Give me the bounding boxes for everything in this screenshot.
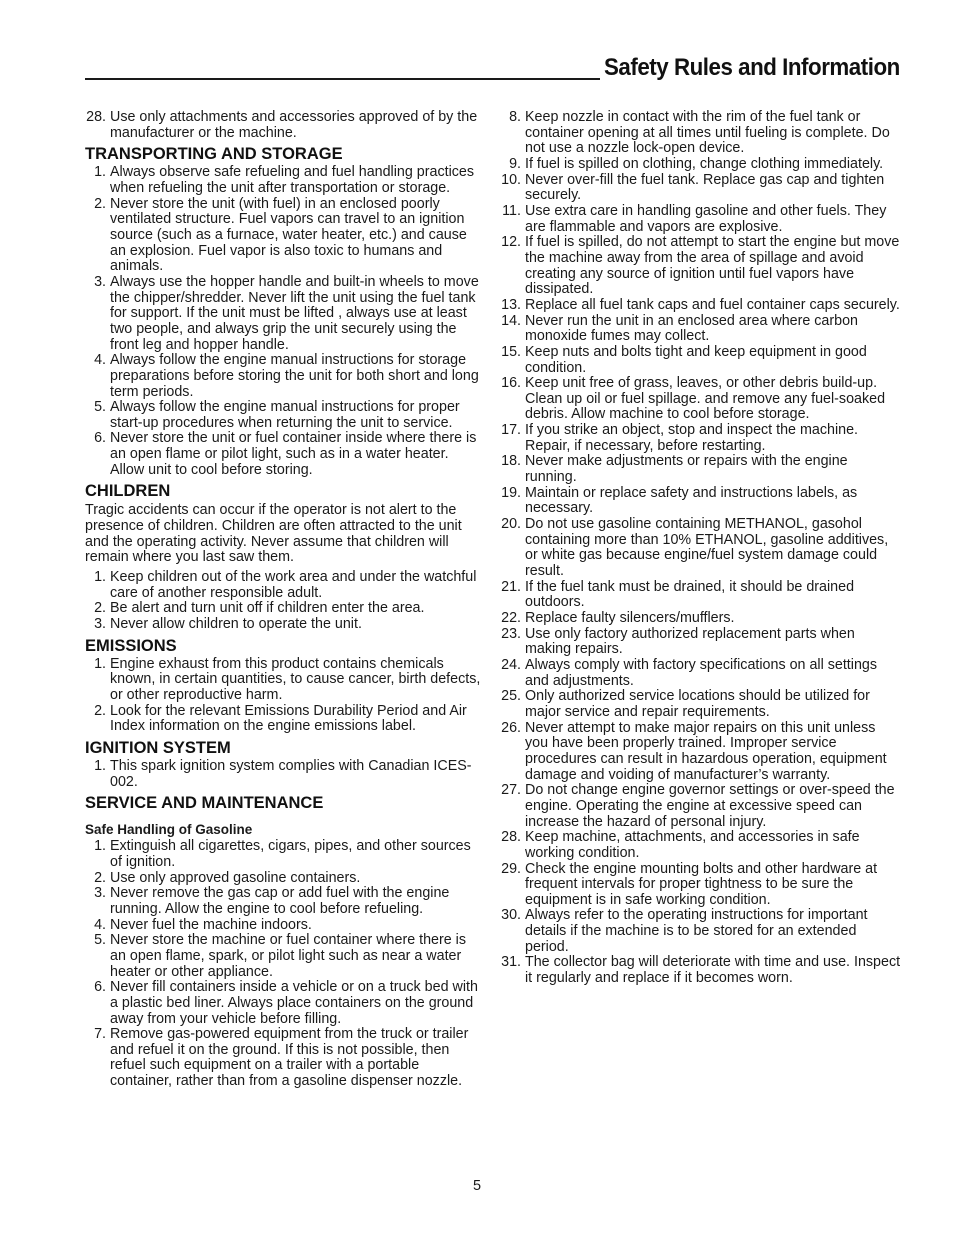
list-item-number: 16. xyxy=(501,375,521,392)
list-item xyxy=(500,376,902,423)
list-item-text: Never store the unit or fuel container inside where there is an open flame or pilot light, such as in a water heater. Allow unit to cool before storing. xyxy=(110,430,477,478)
list-item-text: Remove gas-powered equipment from the truck or trailer and refuel it on the ground. If this is not possible, then refuel such equipment on a trailer with a portable container, rather than from a gasoline dispenser nozzle. xyxy=(110,1026,469,1090)
list-item-number: 20. xyxy=(501,516,521,533)
list-item-number: 1. xyxy=(94,838,106,855)
children-list xyxy=(85,570,483,633)
list-item-number: 1. xyxy=(94,569,106,586)
list-item-number: 8. xyxy=(509,109,521,125)
list-item-text: Never allow children to operate the unit. xyxy=(110,616,362,633)
list-item-text: Never fill containers inside a vehicle or on a truck bed with a plastic bed liner. Always place containers on the ground away from your vehicle before filling. xyxy=(110,979,478,1027)
list-item-text: Check the engine mounting bolts and other hardware at frequent intervals for proper tightness to be sure the equipment is in safe working condition. xyxy=(525,860,878,908)
list-item xyxy=(85,933,483,980)
list-item-text: Only authorized service locations should be utilized for major service and repair requirements. xyxy=(525,688,870,720)
list-item xyxy=(500,110,902,157)
list-item-text: Never attempt to make major repairs on this unit unless you have been properly trained. Improper service procedures can result in hazardous operation, equipment damage and voiding of manufacturer’s warranty. xyxy=(525,719,887,783)
list-item-text: Always follow the engine manual instructions for storage preparations before storing the unit for both short and long term periods. xyxy=(110,352,479,400)
list-item xyxy=(500,314,902,345)
ignition-list xyxy=(85,759,483,790)
list-item-text: Do not change engine governor settings or over-speed the engine. Operating the engine at excessive speed can increase the hazard of personal injury. xyxy=(525,782,895,830)
list-item-number: 2. xyxy=(94,195,106,212)
list-item xyxy=(500,423,902,454)
list-item xyxy=(500,830,902,861)
list-item-number: 27. xyxy=(501,782,521,799)
list-item-number: 13. xyxy=(501,296,521,313)
section-heading-service: SERVICE AND MAINTENANCE xyxy=(85,794,324,813)
list-item-number: 30. xyxy=(501,907,521,924)
list-item xyxy=(500,517,902,580)
list-item-text: Use extra care in handling gasoline and other fuels. They are flammable and vapors are explosive. xyxy=(525,202,887,235)
list-item-text: Look for the relevant Emissions Durability Period and Air Index information on the engine emissions label. xyxy=(110,702,467,735)
list-item-text: Use only factory authorized replacement parts when making repairs. xyxy=(525,625,855,658)
section-children xyxy=(85,482,483,632)
list-item xyxy=(500,627,902,658)
list-item-number: 24. xyxy=(501,656,521,673)
list-item xyxy=(500,689,902,720)
list-item-text: Never make adjustments or repairs with the engine running. xyxy=(525,453,848,486)
list-item-text: Always follow the engine manual instructions for proper start-up procedures when returning the unit to service. xyxy=(110,399,460,431)
list-item-text: The collector bag will deteriorate with time and use. Inspect it regularly and replace if it becomes worn. xyxy=(525,954,901,987)
list-item xyxy=(500,783,902,830)
list-item-number: 3. xyxy=(94,885,106,902)
list-item-number: 25. xyxy=(501,688,521,705)
list-item-number: 5. xyxy=(94,932,106,949)
gasoline-list xyxy=(85,839,483,1090)
list-item xyxy=(500,298,902,314)
list-item-text: Be alert and turn unit off if children enter the area. xyxy=(110,600,425,617)
list-item xyxy=(85,657,483,704)
list-item xyxy=(500,580,902,611)
section-ignition xyxy=(85,739,483,790)
list-item-text: Always refer to the operating instructions for important details if the machine is to be stored for an extended period. xyxy=(525,907,868,955)
subheading-safe-handling: Safe Handling of Gasoline xyxy=(85,822,253,838)
list-item xyxy=(500,486,902,517)
list-item-text: If fuel is spilled on clothing, change clothing immediately. xyxy=(525,155,884,172)
emissions-list xyxy=(85,657,483,735)
section-service xyxy=(85,794,483,1090)
list-item-text: Keep children out of the work area and under the watchful care of another responsible adult. xyxy=(110,569,477,601)
list-item xyxy=(85,165,483,196)
list-item-number: 3. xyxy=(94,273,106,290)
list-item xyxy=(500,908,902,955)
list-item-number: 19. xyxy=(501,484,521,501)
section-heading-emissions: EMISSIONS xyxy=(85,636,177,655)
list-item-number: 22. xyxy=(501,610,521,626)
list-item xyxy=(500,955,902,986)
list-item-number: 29. xyxy=(501,860,521,877)
list-item xyxy=(500,157,902,173)
list-item-text: Replace all fuel tank caps and fuel container caps securely. xyxy=(525,296,900,313)
section-emissions xyxy=(85,637,483,735)
list-item-text: If the fuel tank must be drained, it should be drained outdoors. xyxy=(525,578,855,611)
section-heading-transporting: TRANSPORTING AND STORAGE xyxy=(85,145,343,164)
page-title: Safety Rules and Information xyxy=(604,54,900,81)
list-item-text: Keep machine, attachments, and accessories in safe working condition. xyxy=(525,829,860,861)
list-item-number: 1. xyxy=(94,655,106,672)
list-item xyxy=(500,658,902,689)
list-item-number: 28. xyxy=(86,109,106,125)
list-item xyxy=(85,353,483,400)
list-item-number: 15. xyxy=(501,343,521,360)
list-item-text: Do not use gasoline containing METHANOL, gasohol containing more than 10% ETHANOL, gasoline additives, or white gas because engine/fuel system damage could result. xyxy=(525,516,889,580)
list-item xyxy=(85,871,483,887)
list-item xyxy=(500,204,902,235)
right-column xyxy=(500,110,902,987)
header-rule xyxy=(85,78,600,80)
list-item-text: This spark ignition system complies with Canadian ICES-002. xyxy=(110,757,472,790)
list-item xyxy=(85,839,483,870)
list-item xyxy=(500,611,902,627)
list-item xyxy=(85,197,483,275)
list-item-text: Never fuel the machine indoors. xyxy=(110,916,312,933)
list-item-number: 23. xyxy=(501,625,521,642)
list-item xyxy=(85,275,483,353)
list-item xyxy=(85,400,483,431)
list-item-number: 7. xyxy=(94,1026,106,1043)
list-item-number: 5. xyxy=(94,399,106,416)
list-item xyxy=(85,886,483,917)
list-item xyxy=(85,704,483,735)
section-heading-children: CHILDREN xyxy=(85,482,171,501)
list-item-number: 6. xyxy=(94,979,106,996)
list-item-number: 1. xyxy=(94,757,106,774)
list-item-number: 21. xyxy=(501,578,521,595)
list-item xyxy=(85,1027,483,1090)
children-paragraph: Tragic accidents can occur if the operator is not alert to the presence of children. Children are often attracted to the unit and the operating activity. Never assume that children will remain where you last saw them. xyxy=(85,502,462,566)
list-item xyxy=(500,454,902,485)
list-item-text: If you strike an object, stop and inspect the machine. Repair, if necessary, before restarting. xyxy=(525,422,858,454)
list-item-text: Use only attachments and accessories approved of by the manufacturer or the machine. xyxy=(110,109,478,141)
list-item xyxy=(85,570,483,601)
list-item-number: 1. xyxy=(94,164,106,181)
left-column xyxy=(85,110,483,1090)
list-item-number: 14. xyxy=(501,312,521,329)
list-item xyxy=(500,173,902,204)
page-number: 5 xyxy=(472,1178,482,1194)
list-item-text: Use only approved gasoline containers. xyxy=(110,869,361,886)
list-item-number: 31. xyxy=(501,954,521,971)
list-item xyxy=(85,110,483,141)
list-item-text: Never run the unit in an enclosed area where carbon monoxide fumes may collect. xyxy=(525,312,859,345)
list-item-number: 6. xyxy=(94,430,106,447)
list-item xyxy=(500,345,902,376)
transporting-list xyxy=(85,165,483,478)
list-item-number: 18. xyxy=(501,453,521,470)
list-item-number: 10. xyxy=(501,171,521,188)
list-item-text: If fuel is spilled, do not attempt to start the engine but move the machine away from the area of spillage and avoid creating any source of ignition until fuel vapors have dissipated. xyxy=(525,234,900,298)
list-item xyxy=(85,617,483,633)
list-item xyxy=(85,980,483,1027)
section-transporting xyxy=(85,145,483,478)
list-item-text: Always observe safe refueling and fuel handling practices when refueling the unit after transportation or storage. xyxy=(110,164,474,196)
list-item-number: 3. xyxy=(94,616,106,633)
list-item xyxy=(85,601,483,617)
list-item xyxy=(500,235,902,298)
list-item-text: Never store the machine or fuel container where there is an open flame, spark, or pilot light such as near a water heater or other appliance. xyxy=(110,932,467,980)
list-item-number: 2. xyxy=(94,600,106,617)
list-item-number: 2. xyxy=(94,869,106,886)
list-item xyxy=(85,759,483,790)
list-item-text: Never store the unit (with fuel) in an enclosed poorly ventilated structure. Fuel vapors can travel to an ignition source (such as a furnace, water heater, etc.) and cause an explosion. Fuel vapor is also toxic to humans and animals. xyxy=(110,195,467,275)
list-item-text: Never remove the gas cap or add fuel with the engine running. Allow the engine to cool before refueling. xyxy=(110,885,450,917)
gasoline-list-continued xyxy=(500,110,902,987)
list-item-text: Keep nuts and bolts tight and keep equipment in good condition. xyxy=(525,343,867,376)
list-item-text: Maintain or replace safety and instructions labels, as necessary. xyxy=(525,484,858,517)
list-item-number: 28. xyxy=(501,829,521,846)
list-item xyxy=(500,862,902,909)
list-item-number: 26. xyxy=(501,719,521,736)
section-heading-ignition: IGNITION SYSTEM xyxy=(85,738,231,757)
list-item-number: 11. xyxy=(502,202,521,219)
list-item-text: Never over-fill the fuel tank. Replace gas cap and tighten securely. xyxy=(525,171,885,204)
list-item xyxy=(85,918,483,934)
list-item-text: Always comply with factory specifications on all settings and adjustments. xyxy=(525,656,878,689)
list-item-text: Extinguish all cigarettes, cigars, pipes, and other sources of ignition. xyxy=(110,838,471,870)
list-item-number: 9. xyxy=(509,155,521,172)
list-item-number: 4. xyxy=(94,352,106,369)
list-item-text: Keep nozzle in contact with the rim of the fuel tank or container opening at all times until fueling is complete. Do not use a nozzle lock-open device. xyxy=(525,109,890,157)
list-item-text: Engine exhaust from this product contains chemicals known, in certain quantities, to cause cancer, birth defects, or other reproductive harm. xyxy=(110,655,481,703)
intro-list xyxy=(85,110,483,141)
list-item xyxy=(500,721,902,784)
list-item-number: 2. xyxy=(94,702,106,719)
list-item xyxy=(85,431,483,478)
list-item-text: Always use the hopper handle and built-in wheels to move the chipper/shredder. Never lift the unit using the fuel tank for support. If the unit must be lifted , always use at least two people, and always grip the unit securely using the front leg and hopper handle. xyxy=(110,273,479,353)
list-item-number: 17. xyxy=(501,422,521,439)
list-item-text: Keep unit free of grass, leaves, or other debris build-up. Clean up oil or fuel spillage. and remove any fuel-soaked debris. Allow machine to cool before storage. xyxy=(525,375,886,423)
list-item-number: 12. xyxy=(501,234,521,251)
list-item-text: Replace faulty silencers/mufflers. xyxy=(525,610,735,626)
list-item-number: 4. xyxy=(94,916,106,933)
